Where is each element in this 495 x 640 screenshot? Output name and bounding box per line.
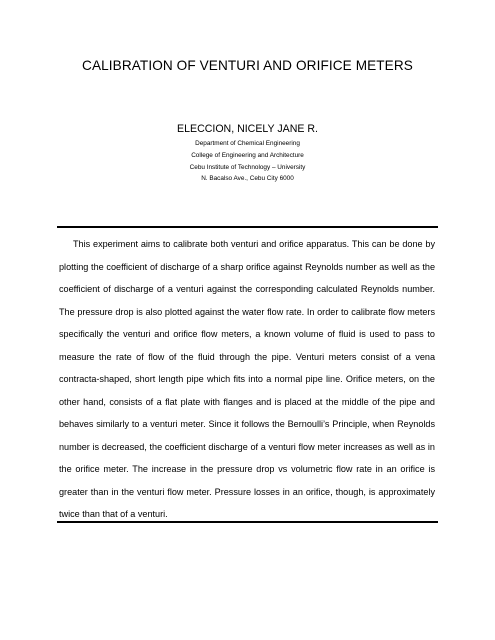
- affiliation-college: College of Engineering and Architecture: [191, 152, 304, 159]
- abstract-text: This experiment aims to calibrate both venturi and orifice apparatus. This can be done by plotting the coefficient of discharge of a sharp orifice against Reynolds number as well as the coefficient of discharge of a venturi against the corresponding calculated Reynolds number. The pressure drop is also plotted against the water flow rate. In order to calibrate flow meters specifically the venturi and orifice flow meters, a known volume of fluid is used to pass to measure the rate of flow of the fluid through the pipe. Venturi meters consist of a vena contracta-shaped, short length pipe which fits into a normal pipe line. Orifice meters, on the other hand, consists of a flat plate with flanges and is placed at the middle of the pipe and behaves similarly to a venturi meter. Since it follows the Bernoulli’s Principle, when Reynolds number is decreased, the coefficient discharge of a venturi flow meter increases as well as in the orifice meter. The increase in the pressure drop vs volumetric flow rate in an orifice is greater than in the venturi flow meter. Pressure losses in an orifice, though, is approximately twice than that of a venturi.: [59, 239, 435, 519]
- abstract-top-rule: [57, 226, 438, 228]
- abstract-bottom-rule: [57, 521, 438, 523]
- paper-title: CALIBRATION OF VENTURI AND ORIFICE METERS: [82, 58, 413, 73]
- affiliation-institute: Cebu Institute of Technology – University: [189, 164, 306, 171]
- author-name: ELECCION, NICELY JANE R.: [177, 123, 318, 135]
- affiliation-address: N. Bacalso Ave., Cebu City 6000: [201, 175, 294, 182]
- affiliation-department: Department of Chemical Engineering: [195, 140, 300, 147]
